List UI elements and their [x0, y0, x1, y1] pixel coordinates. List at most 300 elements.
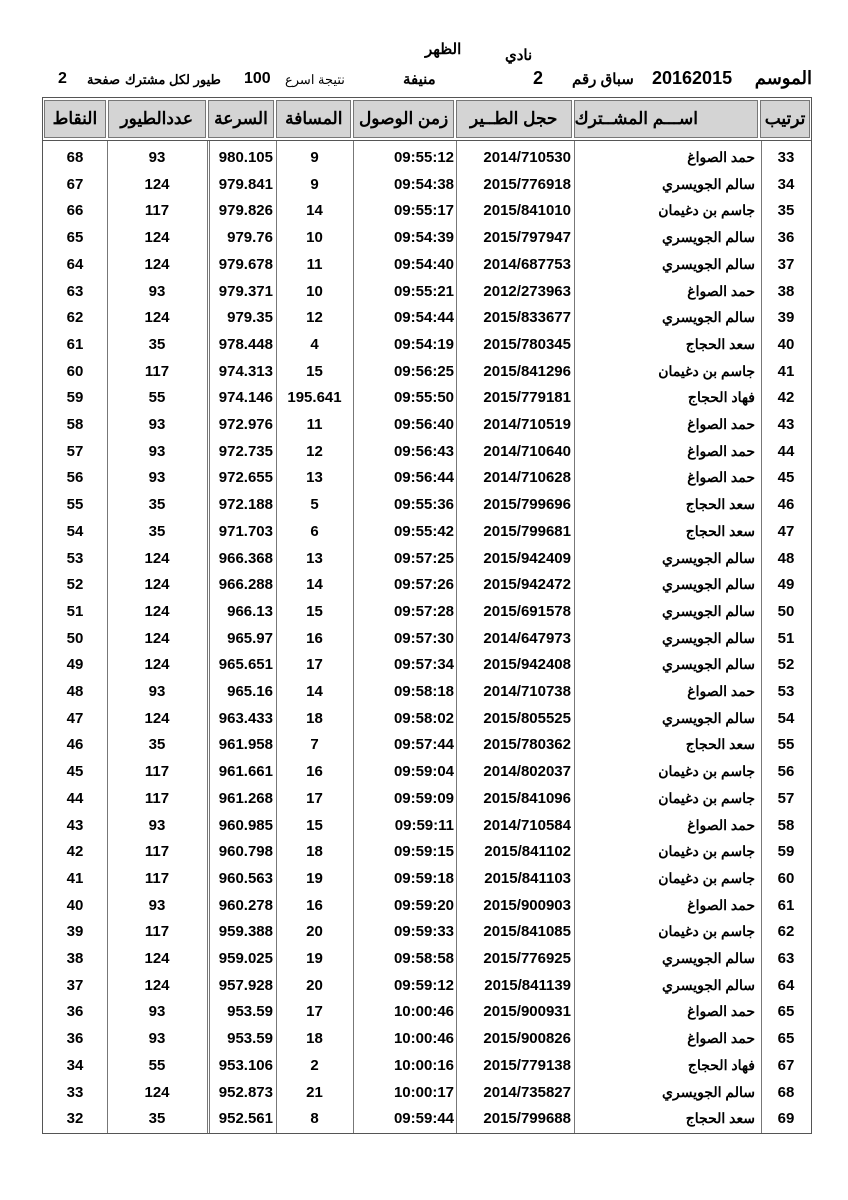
cell-bird-count: 93 [148, 816, 166, 834]
cell-ring: 2015/799681 [483, 522, 571, 540]
cell-distance: 9 [310, 175, 319, 193]
cell-points: 43 [66, 816, 84, 834]
cell-participant-name: جاسم بن دغيمان [658, 789, 755, 806]
cell-speed: 953.59 [227, 1030, 273, 1048]
cell-points: 36 [66, 1003, 84, 1021]
cell-arrival-time: 09:58:02 [393, 709, 454, 727]
cell-ring: 2015/776925 [483, 950, 571, 967]
cell-ring: 2014/687753 [483, 255, 571, 273]
cell-speed: 952.873 [218, 1083, 273, 1101]
cell-speed: 960.563 [218, 869, 273, 887]
cell-participant-name: حمد الصواغ [687, 416, 755, 432]
cell-bird-count: 93 [148, 282, 166, 300]
cell-speed: 961.661 [218, 763, 273, 781]
cell-participant-name: سالم الجويسري [662, 1083, 755, 1100]
cell-bird-count: 117 [144, 843, 170, 861]
cell-distance: 15 [306, 362, 323, 380]
cell-rank: 55 [777, 736, 795, 754]
cell-bird-count: 35 [148, 736, 166, 754]
cell-participant-name: سالم الجويسري [662, 549, 755, 566]
club-label: نادي [505, 47, 533, 64]
table-row [43, 546, 811, 572]
cell-bird-count: 124 [144, 309, 170, 327]
cell-rank: 42 [777, 389, 795, 407]
cell-points: 58 [66, 416, 84, 433]
cell-distance: 13 [306, 469, 323, 487]
location: منيفة [403, 71, 436, 88]
table-row [43, 359, 811, 385]
cell-bird-count: 35 [148, 335, 166, 353]
cell-arrival-time: 09:54:44 [393, 309, 454, 327]
table-row [43, 305, 811, 331]
cell-bird-count: 117 [144, 869, 170, 887]
table-row [43, 1080, 811, 1106]
cell-rank: 35 [777, 202, 795, 220]
table-row [43, 626, 811, 652]
cell-rank: 44 [777, 442, 795, 460]
cell-participant-name: سالم الجويسري [662, 709, 755, 726]
cell-ring: 2015/691578 [483, 602, 571, 620]
cell-speed: 979.35 [227, 309, 273, 327]
cell-rank: 41 [777, 362, 795, 380]
cell-arrival-time: 09:54:38 [393, 175, 454, 193]
cell-speed: 952.561 [218, 1110, 273, 1128]
cell-ring: 2015/841139 [484, 976, 571, 994]
cell-points: 56 [66, 469, 84, 487]
cell-bird-count: 117 [144, 763, 170, 781]
table-row [43, 706, 811, 732]
cell-rank: 57 [777, 789, 795, 807]
cell-points: 54 [66, 522, 84, 540]
cell-participant-name: فهاد الحجاج [687, 389, 755, 406]
table-row [43, 332, 811, 358]
cell-speed: 965.97 [227, 629, 273, 647]
table-row [43, 652, 811, 678]
cell-distance: 17 [306, 789, 323, 807]
table-row [43, 252, 811, 278]
race-label: سباق رقم [572, 71, 634, 88]
cell-points: 65 [66, 229, 84, 247]
cell-rank: 67 [777, 1056, 795, 1074]
cell-participant-name: سالم الجويسري [662, 229, 755, 246]
cell-ring: 2015/833677 [483, 309, 571, 327]
cell-distance: 10 [306, 282, 323, 300]
cell-participant-name: سالم الجويسري [662, 175, 755, 192]
cell-points: 38 [66, 950, 84, 967]
cell-rank: 64 [777, 976, 795, 994]
cell-rank: 59 [777, 843, 795, 861]
cell-ring: 2015/841096 [483, 789, 571, 807]
cell-speed: 959.025 [218, 950, 273, 967]
cell-distance: 12 [306, 442, 323, 460]
cell-points: 47 [66, 709, 84, 727]
cell-bird-count: 124 [144, 549, 170, 567]
cell-distance: 21 [306, 1083, 323, 1101]
cell-rank: 49 [777, 576, 795, 594]
cell-ring: 2015/841102 [484, 843, 571, 861]
cell-points: 44 [66, 789, 84, 807]
col-participant: اســـم المشــترك [574, 100, 759, 138]
cell-bird-count: 93 [148, 416, 166, 433]
cell-bird-count: 124 [144, 229, 170, 247]
cell-arrival-time: 09:59:12 [393, 976, 454, 994]
col-ring: حجل الطــير [456, 100, 572, 138]
cell-arrival-time: 09:57:25 [393, 549, 454, 567]
table-row [43, 198, 811, 224]
table-row [43, 385, 811, 411]
cell-arrival-time: 09:55:50 [393, 389, 454, 407]
cell-distance: 195.641 [287, 389, 342, 407]
cell-rank: 65 [777, 1030, 795, 1048]
table-row [43, 412, 811, 438]
season-label: الموسم [754, 68, 812, 88]
cell-distance: 15 [306, 816, 323, 834]
cell-points: 62 [66, 309, 84, 327]
cell-points: 51 [66, 602, 84, 620]
cell-arrival-time: 09:59:04 [393, 763, 454, 781]
table-row [43, 759, 811, 785]
cell-arrival-time: 09:58:58 [393, 950, 454, 967]
cell-distance: 18 [306, 843, 323, 861]
cell-rank: 51 [777, 629, 795, 647]
col-rank: ترتيب [760, 100, 810, 138]
cell-bird-count: 117 [144, 202, 170, 220]
cell-distance: 18 [306, 1030, 323, 1048]
cell-points: 36 [66, 1030, 84, 1048]
cell-participant-name: سالم الجويسري [662, 656, 755, 673]
cell-rank: 47 [777, 522, 795, 540]
cell-bird-count: 93 [148, 1030, 166, 1048]
cell-bird-count: 35 [148, 496, 166, 514]
cell-points: 46 [66, 736, 84, 754]
cell-bird-count: 124 [144, 1083, 170, 1101]
cell-distance: 14 [306, 202, 323, 220]
results-table [42, 141, 812, 1134]
cell-distance: 16 [306, 763, 323, 781]
cell-participant-name: حمد الصواغ [687, 683, 755, 699]
cell-ring: 2014/710584 [483, 816, 571, 834]
cell-points: 50 [66, 629, 84, 647]
cell-points: 66 [66, 202, 84, 220]
table-row [43, 679, 811, 705]
cell-points: 63 [66, 282, 84, 300]
cell-distance: 16 [306, 629, 323, 647]
cell-speed: 972.655 [218, 469, 273, 487]
cell-distance: 9 [310, 149, 319, 166]
cell-participant-name: سعد الحجاج [685, 496, 755, 513]
cell-points: 34 [66, 1056, 84, 1074]
cell-speed: 961.268 [218, 789, 273, 807]
cell-participant-name: جاسم بن دغيمان [658, 362, 755, 379]
cell-arrival-time: 09:55:17 [393, 202, 454, 220]
table-row [43, 839, 811, 865]
cell-participant-name: سعد الحجاج [685, 1110, 755, 1127]
cell-participant-name: جاسم بن دغيمان [658, 843, 755, 860]
cell-distance: 6 [310, 522, 319, 540]
cell-speed: 979.678 [218, 255, 273, 273]
cell-distance: 16 [306, 896, 323, 914]
race-number: 2 [533, 68, 544, 88]
cell-points: 48 [66, 683, 84, 700]
cell-distance: 20 [306, 923, 323, 941]
table-row [43, 973, 811, 999]
cell-speed: 960.985 [218, 816, 273, 834]
cell-speed: 979.826 [218, 202, 273, 220]
cell-bird-count: 93 [148, 683, 166, 700]
cell-rank: 50 [777, 602, 795, 620]
cell-arrival-time: 09:57:30 [393, 629, 454, 647]
col-arrival-time: زمن الوصول [353, 100, 454, 138]
table-row [43, 439, 811, 465]
table-row [43, 813, 811, 839]
cell-speed: 972.735 [218, 442, 273, 460]
cell-ring: 2015/942472 [483, 576, 571, 594]
cell-ring: 2014/710519 [483, 416, 571, 433]
cell-rank: 68 [777, 1083, 795, 1101]
cell-rank: 45 [777, 469, 795, 487]
cell-participant-name: جاسم بن دغيمان [658, 923, 755, 940]
cell-ring: 2014/802037 [483, 763, 571, 781]
cell-bird-count: 93 [148, 442, 166, 460]
cell-arrival-time: 09:57:44 [393, 736, 454, 754]
cell-rank: 60 [777, 869, 795, 887]
cell-bird-count: 117 [144, 923, 170, 941]
cell-points: 67 [66, 175, 84, 193]
cell-distance: 11 [306, 416, 323, 433]
cell-bird-count: 35 [148, 1110, 166, 1128]
cell-distance: 19 [306, 869, 323, 887]
cell-rank: 34 [777, 175, 795, 193]
cell-participant-name: سالم الجويسري [662, 576, 755, 593]
cell-rank: 62 [777, 923, 795, 941]
cell-ring: 2015/780362 [483, 736, 571, 754]
cell-arrival-time: 09:59:20 [393, 896, 454, 914]
cell-points: 61 [66, 335, 84, 353]
cell-ring: 2015/942408 [483, 656, 571, 674]
cell-rank: 37 [777, 255, 795, 273]
table-header [42, 97, 812, 141]
table-row [43, 172, 811, 198]
cell-ring: 2015/799688 [483, 1110, 571, 1128]
cell-speed: 960.798 [218, 843, 273, 861]
cell-ring: 2014/647973 [483, 629, 571, 647]
cell-distance: 14 [306, 683, 323, 700]
cell-bird-count: 117 [144, 362, 170, 380]
cell-distance: 15 [306, 602, 323, 620]
cell-points: 52 [66, 576, 84, 594]
cell-rank: 65 [777, 1003, 795, 1021]
table-row [43, 572, 811, 598]
cell-speed: 963.433 [218, 709, 273, 727]
cell-rank: 48 [777, 549, 795, 567]
table-row [43, 279, 811, 305]
cell-bird-count: 93 [148, 1003, 166, 1021]
cell-points: 60 [66, 362, 84, 380]
cell-ring: 2015/799696 [483, 496, 571, 514]
cell-distance: 2 [310, 1056, 319, 1074]
cell-arrival-time: 10:00:46 [393, 1003, 454, 1021]
cell-participant-name: سالم الجويسري [662, 950, 755, 966]
cell-arrival-time: 09:59:11 [394, 816, 454, 834]
cell-points: 40 [66, 896, 84, 914]
cell-participant-name: سالم الجويسري [662, 255, 755, 272]
cell-distance: 4 [310, 335, 319, 353]
cell-ring: 2012/273963 [483, 282, 571, 300]
cell-points: 64 [66, 255, 84, 273]
cell-bird-count: 124 [144, 602, 170, 620]
cell-bird-count: 124 [144, 255, 170, 273]
cell-participant-name: سالم الجويسري [662, 602, 755, 619]
cell-participant-name: حمد الصواغ [687, 1030, 755, 1047]
cell-speed: 980.105 [218, 149, 273, 166]
cell-participant-name: حمد الصواغ [687, 442, 755, 459]
cell-arrival-time: 09:59:18 [393, 869, 454, 887]
cell-bird-count: 93 [148, 896, 166, 914]
cell-bird-count: 93 [148, 149, 166, 166]
table-row [43, 599, 811, 625]
cell-bird-count: 124 [144, 709, 170, 727]
cell-ring: 2014/735827 [483, 1083, 571, 1101]
cell-arrival-time: 09:59:09 [393, 789, 454, 807]
cell-ring: 2014/710640 [483, 442, 571, 460]
cell-ring: 2015/797947 [483, 229, 571, 247]
cell-participant-name: جاسم بن دغيمان [658, 763, 755, 780]
cell-ring: 2014/710530 [483, 149, 571, 166]
cell-speed: 957.928 [218, 976, 273, 994]
cell-participant-name: حمد الصواغ [687, 896, 755, 913]
cell-ring: 2015/805525 [483, 709, 571, 727]
cell-arrival-time: 10:00:46 [393, 1030, 454, 1048]
cell-bird-count: 93 [148, 469, 166, 487]
cell-rank: 52 [777, 656, 795, 674]
cell-rank: 38 [777, 282, 795, 300]
table-row [43, 519, 811, 545]
cell-distance: 18 [306, 709, 323, 727]
cell-distance: 13 [306, 549, 323, 567]
col-distance: المسافة [276, 100, 351, 138]
cell-arrival-time: 09:56:25 [393, 362, 454, 380]
cell-speed: 974.146 [218, 389, 273, 407]
cell-points: 49 [66, 656, 84, 674]
table-row [43, 492, 811, 518]
cell-participant-name: حمد الصواغ [687, 149, 755, 165]
table-row [43, 1053, 811, 1079]
cell-ring: 2015/900903 [483, 896, 571, 914]
cell-speed: 966.288 [218, 576, 273, 594]
cell-arrival-time: 10:00:16 [393, 1056, 454, 1074]
cell-participant-name: حمد الصواغ [687, 469, 755, 486]
cell-arrival-time: 09:59:33 [393, 923, 454, 941]
cell-participant-name: فهاد الحجاج [687, 1056, 755, 1073]
cell-rank: 36 [777, 229, 795, 247]
cell-arrival-time: 09:55:36 [393, 496, 454, 514]
cell-speed: 953.59 [227, 1003, 273, 1021]
cell-rank: 63 [777, 950, 795, 967]
cell-speed: 971.703 [218, 522, 273, 540]
cell-distance: 12 [306, 309, 323, 327]
season-value: 20162015 [652, 68, 733, 88]
cell-points: 59 [66, 389, 84, 407]
cell-speed: 966.13 [227, 602, 273, 620]
table-row [43, 225, 811, 251]
cell-arrival-time: 10:00:17 [393, 1083, 454, 1101]
cell-distance: 8 [310, 1110, 319, 1128]
cell-arrival-time: 09:54:40 [393, 255, 454, 273]
table-row [43, 946, 811, 972]
cell-participant-name: سالم الجويسري [662, 309, 755, 326]
cell-bird-count: 124 [144, 656, 170, 674]
cell-speed: 961.958 [218, 736, 273, 754]
cell-bird-count: 117 [144, 789, 170, 807]
table-row [43, 1106, 811, 1132]
cell-rank: 54 [777, 709, 795, 727]
table-row [43, 999, 811, 1025]
cell-distance: 14 [306, 576, 323, 594]
table-row [43, 786, 811, 812]
cell-speed: 959.388 [218, 923, 273, 941]
cell-points: 39 [66, 923, 84, 941]
cell-speed: 978.448 [218, 335, 273, 353]
col-points: النقاط [44, 100, 106, 138]
cell-rank: 61 [777, 896, 795, 914]
cell-ring: 2015/841103 [484, 869, 571, 887]
cell-speed: 965.651 [218, 656, 273, 674]
cell-ring: 2015/900826 [483, 1030, 571, 1048]
cell-arrival-time: 09:56:40 [393, 416, 454, 433]
cell-bird-count: 124 [144, 950, 170, 967]
table-row [43, 732, 811, 758]
cell-rank: 39 [777, 309, 795, 327]
cell-distance: 5 [310, 496, 319, 514]
cell-speed: 965.16 [227, 683, 273, 700]
cell-arrival-time: 09:55:12 [393, 149, 454, 166]
cell-participant-name: سعد الحجاج [685, 335, 755, 352]
cell-points: 57 [66, 442, 84, 460]
cell-ring: 2015/780345 [483, 335, 571, 353]
cell-bird-count: 35 [148, 522, 166, 540]
cell-speed: 972.976 [218, 416, 273, 433]
cell-distance: 11 [306, 255, 323, 273]
cell-bird-count: 55 [148, 389, 166, 407]
cell-rank: 53 [777, 683, 795, 700]
cell-speed: 966.368 [218, 549, 273, 567]
cell-bird-count: 124 [144, 976, 170, 994]
cell-participant-name: سعد الحجاج [685, 736, 755, 753]
cell-rank: 58 [777, 816, 795, 834]
cell-participant-name: سعد الحجاج [685, 522, 755, 539]
cell-ring: 2015/841085 [483, 923, 571, 941]
cell-rank: 43 [777, 416, 795, 433]
table-row [43, 465, 811, 491]
cell-bird-count: 124 [144, 629, 170, 647]
cell-distance: 7 [310, 736, 319, 754]
cell-points: 53 [66, 549, 84, 567]
cell-arrival-time: 09:57:26 [393, 576, 454, 594]
cell-participant-name: حمد الصواغ [687, 1003, 755, 1020]
cell-rank: 33 [777, 149, 795, 166]
cell-arrival-time: 09:55:21 [393, 282, 454, 300]
per-participant-label: طيور لكل مشترك [125, 72, 221, 87]
cell-ring: 2015/841010 [483, 202, 571, 220]
cell-distance: 17 [306, 1003, 323, 1021]
cell-points: 42 [66, 843, 84, 861]
cell-ring: 2014/710628 [483, 469, 571, 487]
cell-points: 33 [66, 1083, 84, 1101]
cell-arrival-time: 09:57:28 [393, 602, 454, 620]
cell-participant-name: حمد الصواغ [687, 816, 755, 833]
table-row [43, 893, 811, 919]
fastest-count: 100 [244, 70, 271, 87]
